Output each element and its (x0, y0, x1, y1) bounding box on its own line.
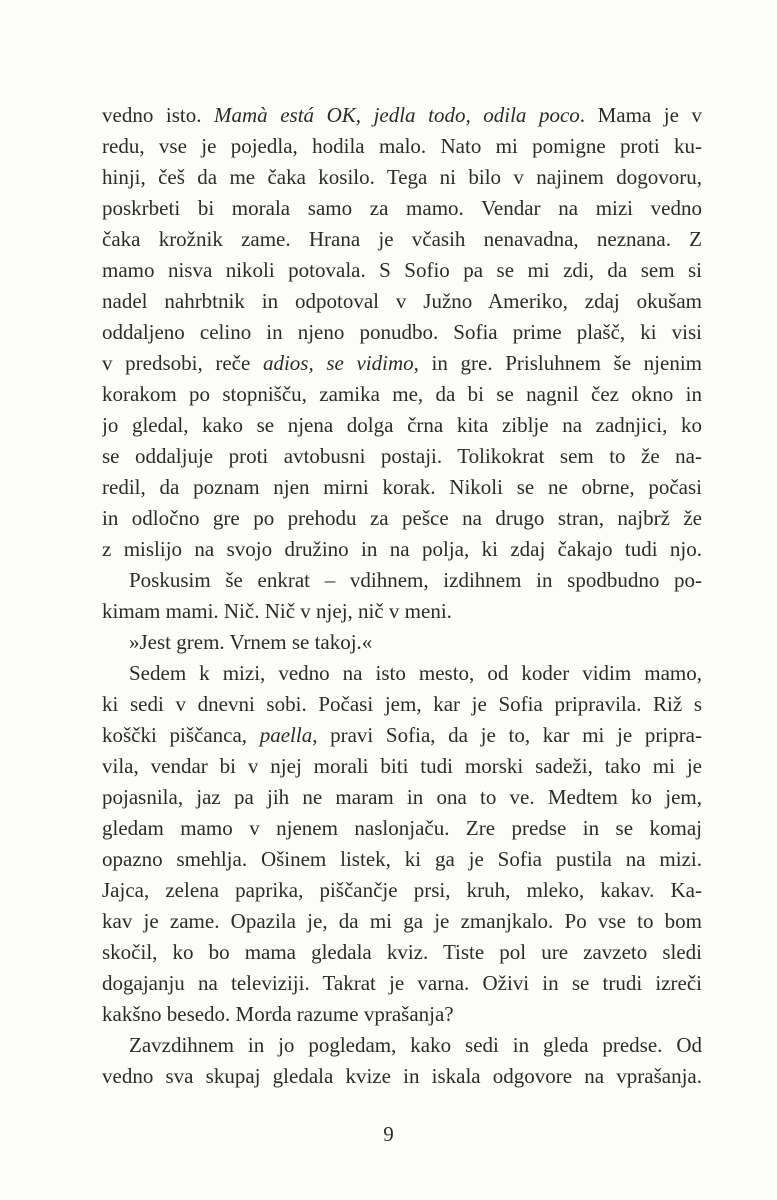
text-line (102, 999, 702, 1030)
text-segment: oddaljeno celino in njeno ponudbo. Sofia prime plašč, ki visi (102, 320, 702, 344)
text-line (102, 1061, 702, 1092)
text-segment: ki sedi v dnevni sobi. Počasi jem, kar je Sofia pripravila. Riž s (102, 692, 702, 716)
text-line (102, 100, 702, 131)
text-line (102, 193, 702, 224)
text-line (102, 503, 702, 534)
text-segment: pojasnila, jaz pa jih ne maram in ona to ve. Medtem ko jem, (102, 785, 702, 809)
page-text (102, 100, 702, 1092)
text-segment: skočil, ko bo mama gledala kviz. Tiste pol ure zavzeto sledi (102, 940, 702, 964)
text-segment: poskrbeti bi morala samo za mamo. Vendar na mizi vedno (102, 196, 702, 220)
text-segment: z mislijo na svojo družino in na polja, ki zdaj čakajo tudi njo. (102, 537, 702, 561)
text-line (102, 596, 702, 627)
text-segment: mamo nisva nikoli potovala. S Sofio pa se mi zdi, da sem si (102, 258, 702, 282)
text-line (102, 906, 702, 937)
text-segment: vedno sva skupaj gledala kvize in iskala odgovore na vprašanja. (102, 1064, 702, 1088)
italic-text-segment: Mamà está OK, jedla todo, odila poco (214, 103, 580, 127)
text-line (102, 658, 702, 689)
text-segment: opazno smehlja. Ošinem listek, ki ga je Sofia pustila na mizi. (102, 847, 702, 871)
text-segment: vila, vendar bi v njej morali biti tudi morski sadeži, tako mi je (102, 754, 702, 778)
text-line (102, 131, 702, 162)
text-segment: vedno isto. (102, 103, 215, 127)
text-line (102, 751, 702, 782)
text-segment: hinji, češ da me čaka kosilo. Tega ni bilo v najinem dogovoru, (102, 165, 702, 189)
text-segment: jo gledal, kako se njena dolga črna kita ziblje na zadnjici, ko (102, 413, 702, 437)
text-segment: kakšno besedo. Morda razume vprašanja? (102, 1002, 454, 1026)
text-segment: redil, da poznam njen mirni korak. Nikoli se ne obrne, počasi (102, 475, 702, 499)
text-segment: »Jest grem. Vrnem se takoj.« (129, 630, 373, 654)
text-segment: koščki piščanca, (102, 723, 260, 747)
text-line (102, 875, 702, 906)
text-line (102, 720, 702, 751)
text-segment: , in gre. Prisluhnem še njenim (413, 351, 702, 375)
text-line (102, 224, 702, 255)
text-line (102, 813, 702, 844)
text-segment: v predsobi, reče (102, 351, 263, 375)
text-segment: čaka krožnik zame. Hrana je včasih nenavadna, neznana. Z (102, 227, 702, 251)
italic-text-segment: adios, se vidimo (262, 351, 414, 375)
text-segment: nadel nahrbtnik in odpotoval v Južno Ameriko, zdaj okušam (102, 289, 702, 313)
text-segment: in odločno gre po prehodu za pešce na drugo stran, najbrž že (102, 506, 702, 530)
text-line (102, 255, 702, 286)
text-line (102, 348, 702, 379)
text-line (102, 627, 702, 658)
text-line (102, 379, 702, 410)
text-segment: se oddaljuje proti avtobusni postaji. Tolikokrat sem to že na- (102, 444, 702, 468)
text-line (102, 782, 702, 813)
text-segment: Zavzdihnem in jo pogledam, kako sedi in gleda predse. Od (129, 1033, 702, 1057)
text-segment: . Mama je v (579, 103, 702, 127)
text-segment: korakom po stopnišču, zamika me, da bi se nagnil čez okno in (102, 382, 702, 406)
text-segment: kav je zame. Opazila je, da mi ga je zmanjkalo. Po vse to bom (102, 909, 702, 933)
text-line (102, 689, 702, 720)
page-number: 9 (383, 1122, 394, 1146)
text-line (102, 565, 702, 596)
text-segment: dogajanju na televiziji. Takrat je varna. Oživi in se trudi izreči (102, 971, 702, 995)
text-line (102, 410, 702, 441)
text-segment: redu, vse je pojedla, hodila malo. Nato mi pomigne proti ku- (102, 134, 702, 158)
text-segment: Jajca, zelena paprika, piščančje prsi, kruh, mleko, kakav. Ka- (102, 878, 702, 902)
italic-text-segment: paella (259, 723, 313, 747)
text-line (102, 937, 702, 968)
text-line (102, 472, 702, 503)
text-line (102, 317, 702, 348)
text-line (102, 1030, 702, 1061)
text-line (102, 844, 702, 875)
text-segment: Poskusim še enkrat – vdihnem, izdihnem in spodbudno po- (129, 568, 702, 592)
text-line (102, 286, 702, 317)
text-segment: gledam mamo v njenem naslonjaču. Zre predse in se komaj (102, 816, 702, 840)
text-segment: kimam mami. Nič. Nič v njej, nič v meni. (102, 599, 452, 623)
text-line (102, 534, 702, 565)
text-line (102, 162, 702, 193)
text-segment: Sedem k mizi, vedno na isto mesto, od koder vidim mamo, (129, 661, 702, 685)
text-line (102, 968, 702, 999)
text-segment: , pravi Sofia, da je to, kar mi je pripra- (312, 723, 702, 747)
text-line (102, 441, 702, 472)
